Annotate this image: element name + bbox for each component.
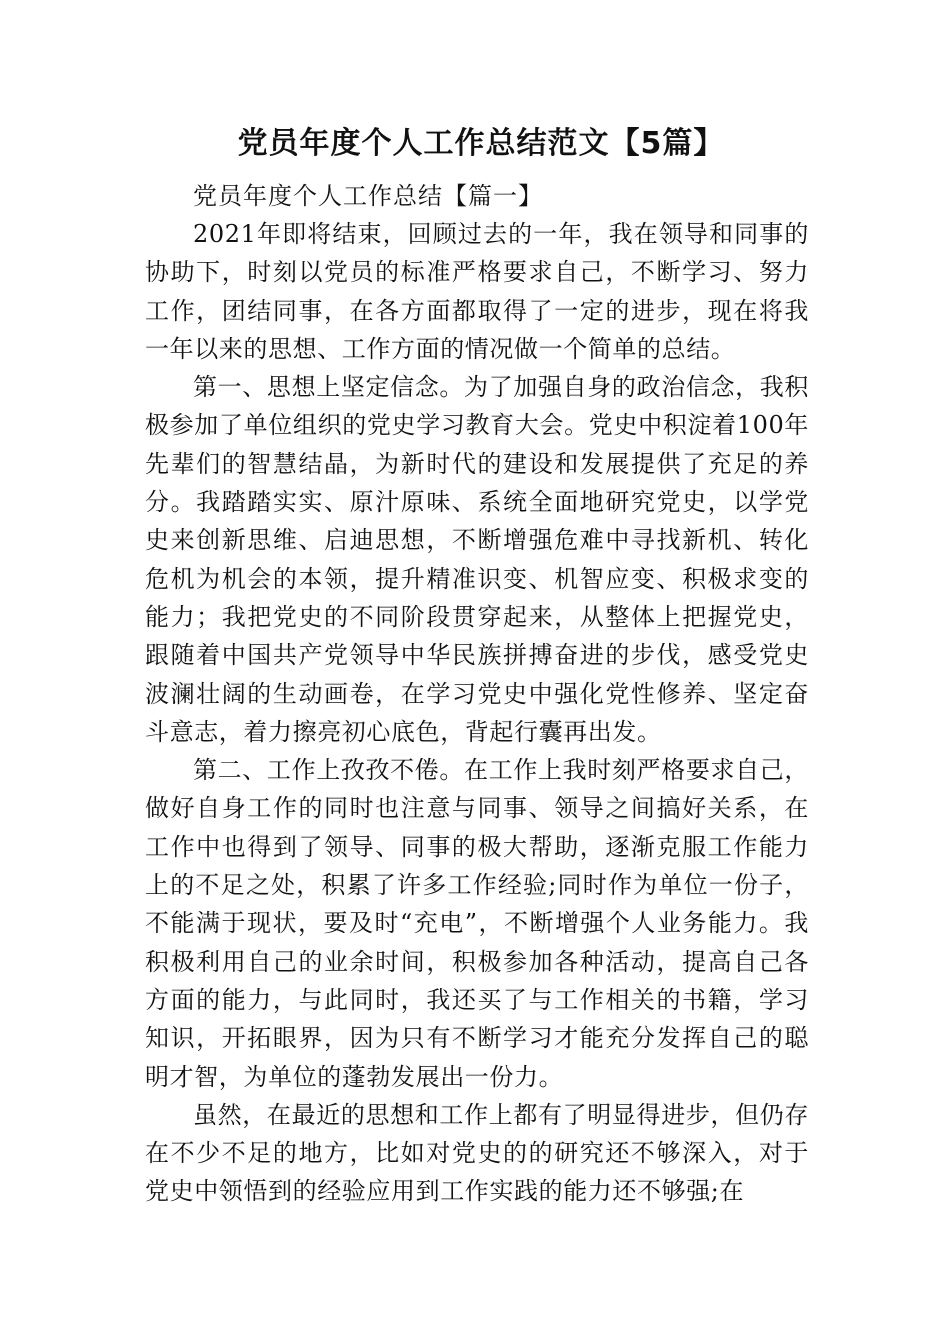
paragraph-shortcomings: 虽然，在最近的思想和工作上都有了明显得进步，但仍存在不少不足的地方，比如对党史的的研究还不够深入，对于党史中领悟到的经验应用到工作实践的能力还不够强;在 xyxy=(145,1100,809,1206)
paragraph-work: 第二、工作上孜孜不倦。在工作上我时刻严格要求自己，做好自身工作的同时也注意与同事、领导之间搞好关系，在工作中也得到了领导、同事的极大帮助，逐渐克服工作能力上的不足之处，积累了许多工作经验;同时作为单位一份子，不能满于现状，要及时“充电”，不断增强个人业务能力。我积极利用自己的业余时间，积极参加各种活动，提高自己各方面的能力，与此同时，我还买了与工作相关的书籍，学习知识，开拓眼界，因为只有不断学习才能充分发挥自己的聪明才智，为单位的蓬勃发展出一份力。 xyxy=(145,756,809,1091)
paragraph-ideology: 第一、思想上坚定信念。为了加强自身的政治信念，我积极参加了单位组织的党史学习教育大会。党史中积淀着100年先辈们的智慧结晶，为新时代的建设和发展提供了充足的养分。我踏踏实实、原汁原味、系统全面地研究党史，以学党史来创新思维、启迪思想，不断增强危难中寻找新机、转化危机为机会的本领，提升精准识变、机智应变、积极求变的能力；我把党史的不同阶段贯穿起来，从整体上把握党史，跟随着中国共产党领导中华民族拼搏奋进的步伐，感受党史波澜壮阔的生动画卷，在学习党史中强化党性修养、坚定奋斗意志，着力擦亮初心底色，背起行囊再出发。 xyxy=(145,373,809,746)
document-page xyxy=(145,118,809,1211)
paragraph-intro: 2021年即将结束，回顾过去的一年，我在领导和同事的协助下，时刻以党员的标准严格要求自己，不断学习、努力工作，团结同事，在各方面都取得了一定的进步，现在将我一年以来的思想、工作方面的情况做一个简单的总结。 xyxy=(145,220,809,363)
section-heading: 党员年度个人工作总结【篇一】 xyxy=(193,182,543,210)
document-title: 党员年度个人工作总结范文【5篇】 xyxy=(237,126,725,161)
